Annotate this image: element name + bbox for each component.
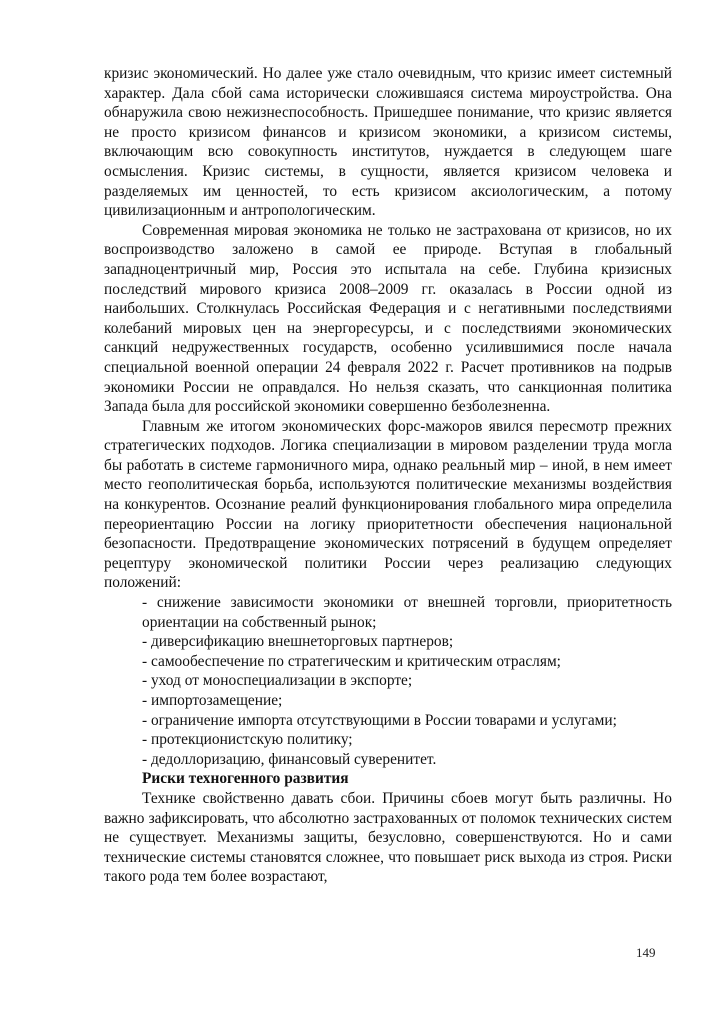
- page-number: 149: [636, 945, 656, 960]
- list-item: - уход от моноспециализации в экспорте;: [142, 672, 413, 690]
- list-item: - протекционистскую политику;: [142, 731, 353, 749]
- list-item: - импортозамещение;: [142, 692, 283, 709]
- page-body: [104, 64, 672, 887]
- paragraph-technogenic-risks: Технике свойственно давать сбои. Причины сбоев могут быть различны. Но важно зафиксировать, что абсолютно застрахованных от поломок технических систем не существует. Механизмы защиты, безусловно, совершенствуются. Но и сами технические системы становятся сложнее, что повышает риск выхода из строя. Риски такого рода тем более возрастают,: [104, 789, 672, 886]
- list-item: - дедоллоризацию, финансовый суверенитет.: [142, 750, 437, 768]
- section-heading: Риски техногенного развития: [142, 770, 349, 788]
- list-item: - снижение зависимости экономики от внешней торговли, приоритетность ориентации на собственный рынок;: [142, 594, 672, 631]
- paragraph-world-economy: Современная мировая экономика не только не застрахована от кризисов, но их воспроизводство заложено в самой ее природе. Вступая в глобальный западноцентричный мир, Россия это испытала на себе. Глубина кризисных последствий мирового кризиса 2008–2009 гг. оказалась в России одной из наибольших. Столкнулась Российская Федерация и с негативными последствиями колебаний мировых цен на энергоресурсы, и с последствиями экономических санкций недружественных государств, особенно усилившимися после начала специальной военной операции 24 февраля 2022 г. Расчет противников на подрыв экономики России не оправдался. Но нельзя сказать, что санкционная политика Запада была для российской экономики совершенно безболезненна.: [104, 221, 672, 416]
- list-item: - ограничение импорта отсутствующими в России товарами и услугами;: [142, 711, 617, 729]
- paragraph-crisis-system: кризис экономический. Но далее уже стало очевидным, что кризис имеет системный характер. Дала сбой сама исторически сложившаяся система мироустройства. Она обнаружила свою нежизнеспособность. Пришедшее понимание, что кризис является не просто кризисом финансов и кризисом экономики, а кризисом системы, включающим всю совокупность институтов, нуждается в следующем шаге осмысления. Кризис системы, в сущности, является кризисом человека и разделяемых им ценностей, то есть кризисом аксиологическим, а потому цивилизационным и антропологическим.: [104, 65, 672, 220]
- paragraph-strategy-revision: Главным же итогом экономических форс-мажоров явился пересмотр прежних стратегических подходов. Логика специализации в мировом разделении труда могла бы работать в системе гармоничного мира, однако реальный мир – иной, в нем имеет место геополитическая борьба, используются политические механизмы воздействия на конкурентов. Осознание реалий функционирования глобального мира определила переориентацию России на логику приоритетности обеспечения национальной безопасности. Предотвращение экономических потрясений в будущем определяет рецептуру экономической политики России через реализацию следующих положений:: [104, 417, 672, 592]
- list-item: - самообеспечение по стратегическим и критическим отраслям;: [142, 652, 561, 670]
- list-item: - диверсификацию внешнеторговых партнеров;: [142, 633, 454, 651]
